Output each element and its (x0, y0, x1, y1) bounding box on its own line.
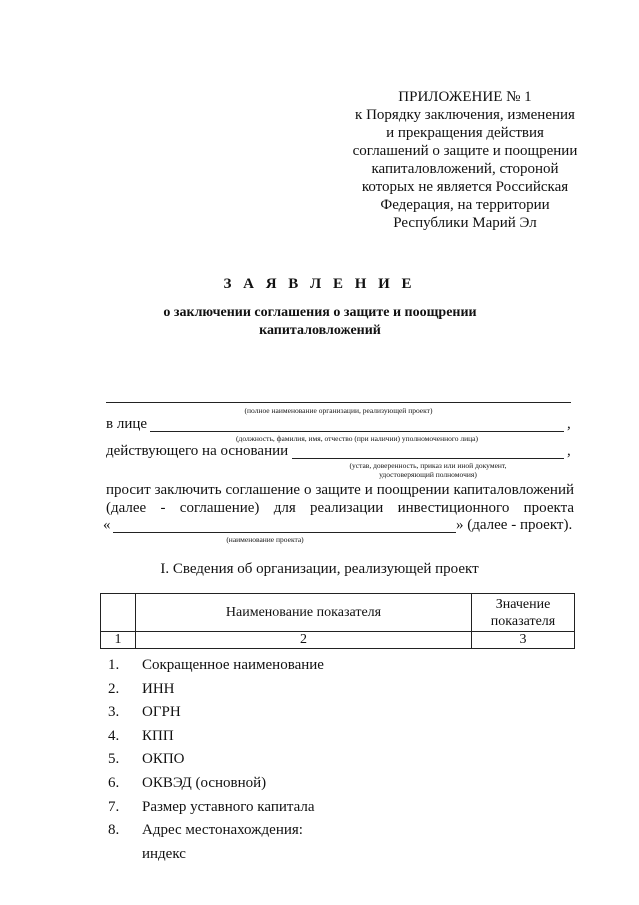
list-item (108, 843, 324, 867)
project-name-line[interactable] (113, 532, 456, 533)
item-number: 6. (108, 774, 120, 791)
list-item (108, 819, 324, 843)
org-name-line[interactable] (106, 402, 571, 403)
basis-hint (292, 461, 564, 479)
indicators-table (100, 593, 575, 649)
item-label: ОКВЭД (основной) (142, 774, 267, 791)
document-title: З А Я В Л Е Н И Е (223, 276, 416, 292)
appendix-line: соглашений о защите и поощрении (352, 143, 578, 159)
item-label: индекс (142, 845, 186, 862)
item-label: Размер уставного капитала (142, 798, 315, 815)
item-number: 3. (108, 704, 120, 721)
item-label: Сокращенное наименование (142, 657, 324, 673)
basis-hint-line: удостоверяющий полномочия) (379, 470, 477, 479)
item-label: ОГРН (142, 704, 181, 721)
appendix-line: ПРИЛОЖЕНИЕ № 1 (398, 89, 532, 105)
table-header-cell: Наименование показателя (136, 594, 472, 632)
person-line[interactable] (150, 431, 564, 432)
person-hint: (должность, фамилия, имя, отчество (при наличии) уполномоченного лица) (236, 434, 478, 443)
list-item (108, 654, 324, 678)
list-item (108, 796, 324, 820)
quote-open: « (103, 517, 111, 533)
appendix-line: Федерация, на территории (380, 197, 550, 213)
item-number: 5. (108, 751, 120, 768)
item-number: 8. (108, 822, 120, 839)
request-line: (далее - соглашение) для реализации инвестиционного проекта (106, 500, 574, 516)
item-number: 7. (108, 798, 120, 815)
item-number: 2. (108, 680, 120, 697)
comma: , (567, 416, 571, 432)
table-cell: 3 (472, 632, 575, 649)
appendix-line: к Порядку заключения, изменения (355, 107, 575, 123)
basis-hint-line: (устав, доверенность, приказ или иной документ, (349, 461, 507, 470)
appendix-header (340, 88, 590, 232)
item-label: ОКПО (142, 751, 185, 768)
request-line: просит заключить соглашение о защите и поощрении капиталовложений (106, 482, 574, 498)
list-item (108, 725, 324, 749)
appendix-line: Республики Марий Эл (393, 215, 537, 231)
item-label: ИНН (142, 680, 175, 697)
basis-line[interactable] (292, 458, 564, 459)
appendix-line: капиталовложений, стороной (371, 161, 559, 177)
quote-close: » (далее - проект). (456, 517, 573, 533)
table-header-cell (101, 594, 136, 632)
section-title: I. Сведения об организации, реализующей проект (160, 561, 479, 577)
indicator-list (108, 654, 324, 866)
item-number: 4. (108, 727, 120, 744)
table-header-cell: Значение показателя (472, 594, 575, 632)
in-person-label: в лице (106, 416, 148, 432)
list-item (108, 772, 324, 796)
table-cell: 1 (101, 632, 136, 649)
list-item (108, 701, 324, 725)
table-header-row (101, 594, 575, 632)
subtitle-line: о заключении соглашения о защите и поощрении (163, 305, 477, 320)
item-label: Адрес местонахождения: (142, 822, 303, 839)
appendix-line: и прекращения действия (386, 125, 544, 141)
project-name-hint: (наименование проекта) (226, 535, 304, 544)
list-item (108, 678, 324, 702)
table-number-row (101, 632, 575, 649)
appendix-line: которых не является Российская (361, 179, 569, 195)
org-name-hint: (полное наименование организации, реализующей проект) (244, 406, 433, 415)
item-label: КПП (142, 727, 174, 744)
table-cell: 2 (136, 632, 472, 649)
comma: , (567, 443, 571, 459)
basis-label: действующего на основании (106, 443, 289, 459)
item-number: 1. (108, 657, 120, 673)
document-subtitle (120, 304, 520, 340)
list-item (108, 748, 324, 772)
subtitle-line: капиталовложений (259, 323, 381, 338)
